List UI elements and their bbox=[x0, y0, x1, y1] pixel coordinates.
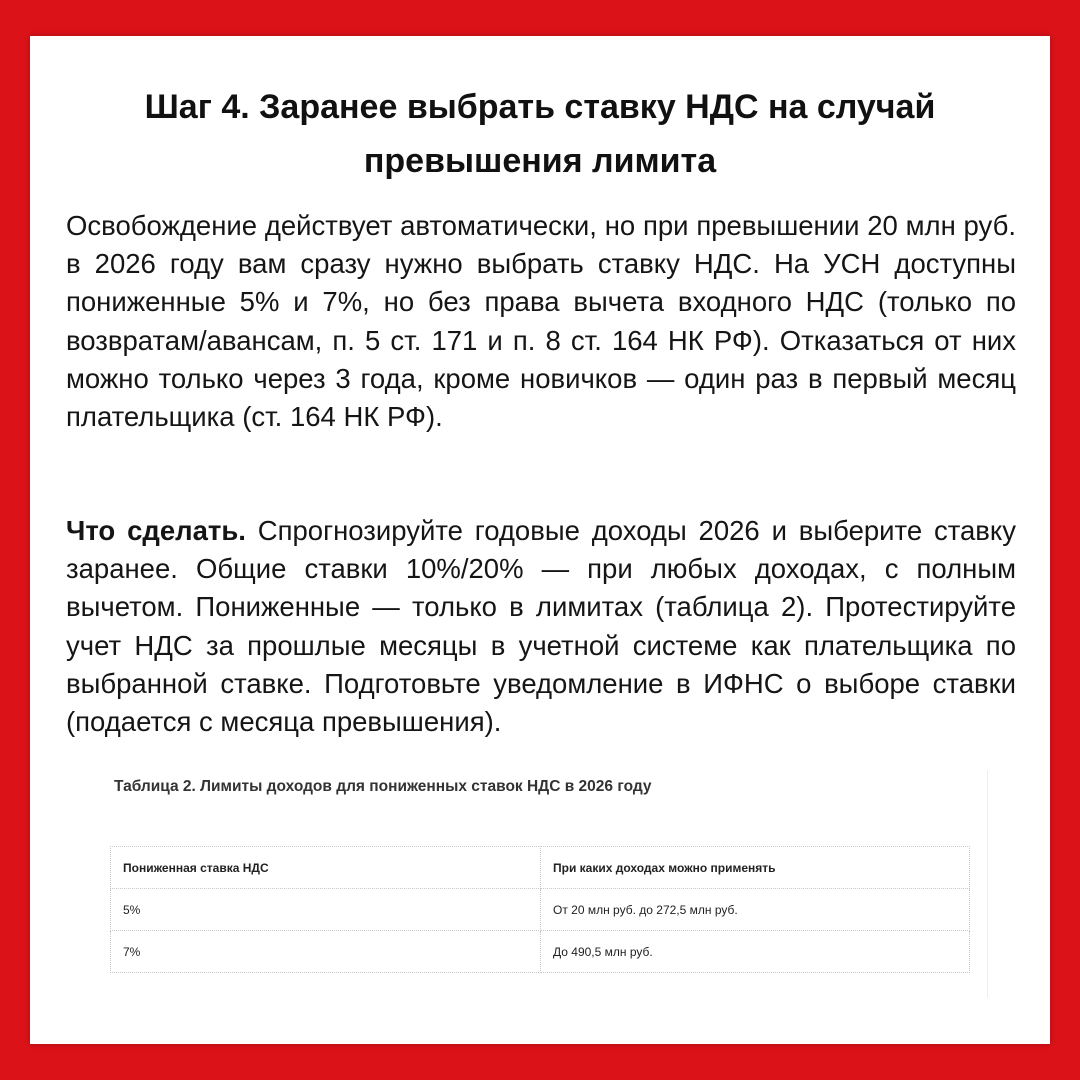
limits-table bbox=[110, 846, 970, 973]
header-income: При каких доходах можно применять bbox=[541, 847, 970, 889]
action-text: Спрогнозируйте годовые доходы 2026 и выберите ставку заранее. Общие ставки 10%/20% — при любых доходах, с полным вычетом. Пониженные — только в лимитах (таблица 2). Протестируйте учет НДС за прошлые месяцы в учетной системе как плательщика по выбранной ставке. Подготовьте уведомление в ИФНС о выборе ставки (подается с месяца превышения). bbox=[66, 515, 1016, 738]
table-row bbox=[111, 931, 970, 973]
paragraph-exemption: Освобождение действует автоматически, но при превышении 20 млн руб. в 2026 году вам сразу нужно выбрать ставку НДС. На УСН доступны пониженные 5% и 7%, но без права вычета входного НДС (только по возвратам/авансам, п. 5 ст. 171 и п. 8 ст. 164 НК РФ). Отказаться от них можно только через 3 года, кроме новичков — один раз в первый месяц плательщика (ст. 164 НК РФ). bbox=[66, 210, 1016, 433]
table-caption: Таблица 2. Лимиты доходов для пониженных ставок НДС в 2026 году bbox=[114, 778, 652, 795]
action-lead: Что сделать. bbox=[66, 515, 246, 546]
content-card bbox=[30, 36, 1050, 1044]
paragraph-action bbox=[66, 512, 1016, 741]
cell-rate: 7% bbox=[111, 931, 541, 973]
header-rate: Пониженная ставка НДС bbox=[111, 847, 541, 889]
page-title: Шаг 4. Заранее выбрать ставку НДС на случай превышения лимита bbox=[144, 88, 936, 180]
cell-income: От 20 млн руб. до 272,5 млн руб. bbox=[541, 889, 970, 931]
limits-table-block bbox=[82, 770, 988, 998]
table-header-row bbox=[111, 847, 970, 889]
table-row bbox=[111, 889, 970, 931]
cell-income: До 490,5 млн руб. bbox=[541, 931, 970, 973]
cell-rate: 5% bbox=[111, 889, 541, 931]
